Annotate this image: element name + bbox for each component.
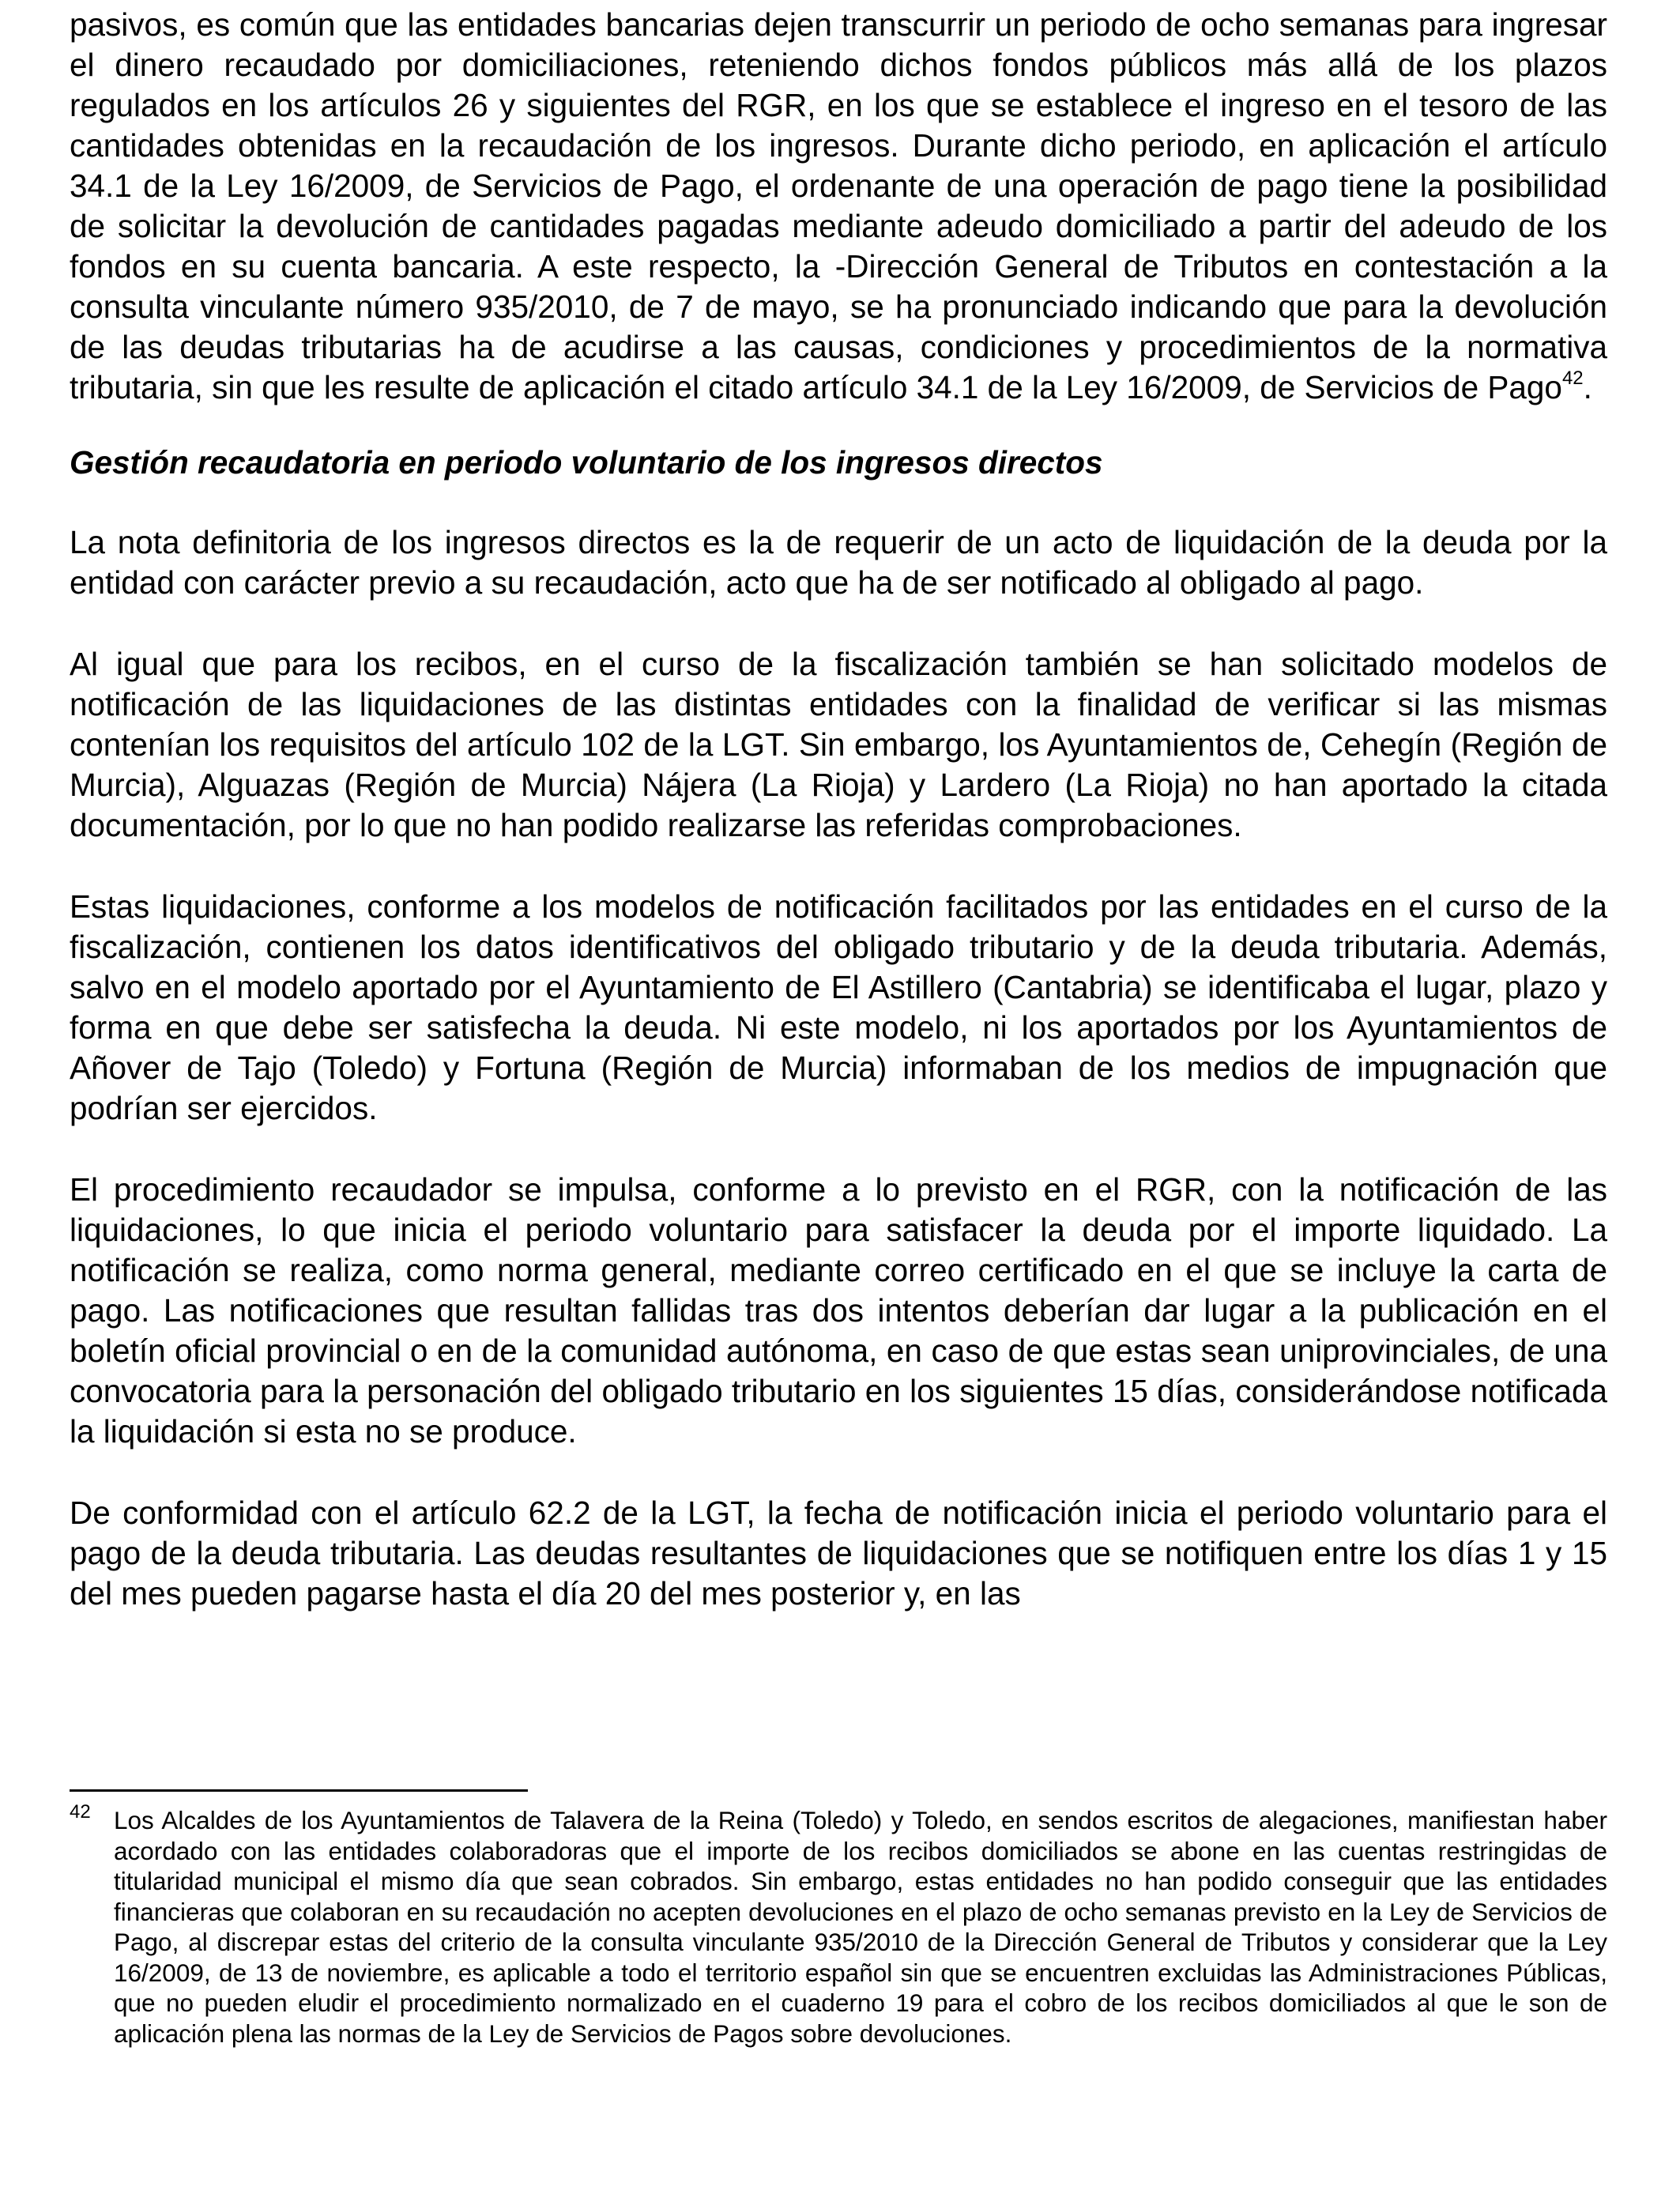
page-body (70, 5, 1607, 1655)
footnote-reference-42[interactable]: 42 (1561, 368, 1584, 389)
paragraph-modelos-notificacion: Al igual que para los recibos, en el curso de la fiscalización también se han solicitado modelos de notificación de las liquidaciones de las distintas entidades con la finalidad de verificar si las mismas contenían los requisitos del artículo 102 de la LGT. Sin embargo, los Ayuntamientos de, Cehegín (Región de Murcia), Alguazas (Región de Murcia) Nájera (La Rioja) y Lardero (La Rioja) no han aportado la citada documentación, por lo que no han podido realizarse las referidas comprobaciones. (70, 646, 1607, 843)
paragraph-liquidaciones: Estas liquidaciones, conforme a los modelos de notificación facilitados por las entidades en el curso de la fiscalización, contienen los datos identificativos del obligado tributario y de la deuda tributaria. Además, salvo en el modelo aportado por el Ayuntamiento de El Astillero (Cantabria) se identificaba el lugar, plazo y forma en que debe ser satisfecha la deuda. Ni este modelo, ni los aportados por los Ayuntamientos de Añover de Tajo (Toledo) y Fortuna (Región de Murcia) informaban de los medios de impugnación que podrían ser ejercidos. (70, 888, 1607, 1126)
footnote-text: Los Alcaldes de los Ayuntamientos de Talavera de la Reina (Toledo) y Toledo, en sendos escritos de alegaciones, manifiestan haber acordado con las entidades colaboradoras que el importe de los recibos domiciliados se abone en las cuentas restringidas de titularidad municipal el mismo día que sean cobrados. Sin embargo, estas entidades no han podido conseguir que las entidades financieras que colaboran en su recaudación no acepten devoluciones en el plazo de ocho semanas previsto en la Ley de Servicios de Pago, al discrepar estas del criterio de la consulta vinculante 935/2010 de la Dirección General de Tributos y considerar que la Ley 16/2009, de 13 de noviembre, es aplicable a todo el territorio español sin que se encuentren excluidas las Administraciones Públicas, que no pueden eludir el procedimiento normalizado en el cuaderno 19 para el cobro de los recibos domiciliados al que le son de aplicación plena las normas de la Ley de Servicios de Pagos sobre devoluciones. (114, 1806, 1607, 2048)
section-heading: Gestión recaudatoria en periodo voluntario de los ingresos directos (70, 444, 1103, 481)
paragraph-end-punctuation: . (1583, 369, 1592, 405)
paragraph-domiciliaciones (70, 5, 1607, 408)
paragraph-text: pasivos, es común que las entidades bancarias dejen transcurrir un periodo de ocho semanas para ingresar el dinero recaudado por domiciliaciones, reteniendo dichos fondos públicos más allá de los plazos regulados en los artículos 26 y siguientes del RGR, en los que se establece el ingreso en el tesoro de las cantidades obtenidas en la recaudación de los ingresos. Durante dicho periodo, en aplicación el artículo 34.1 de la Ley 16/2009, de Servicios de Pago, el ordenante de una operación de pago tiene la posibilidad de solicitar la devolución de cantidades pagadas mediante adeudo domiciliado a partir del adeudo de los fondos en su cuenta bancaria. A este respecto, la -Dirección General de Tributos en contestación a la consulta vinculante número 935/2010, de 7 de mayo, se ha pronunciado indicando que para la devolución de las deudas tributarias ha de acudirse a las causas, condiciones y procedimientos de la normativa tributaria, sin que les resulte de aplicación el citado artículo 34.1 de la Ley 16/2009, de Servicios de Pago (70, 6, 1607, 405)
footnote-separator (70, 1789, 528, 1792)
paragraph-articulo-62: De conformidad con el artículo 62.2 de la LGT, la fecha de notificación inicia el periodo voluntario para el pago de la deuda tributaria. Las deudas resultantes de liquidaciones que se notifiquen entre los días 1 y 15 del mes pueden pagarse hasta el día 20 del mes posterior y, en las (70, 1495, 1607, 1612)
footnote-number: 42 (70, 1801, 91, 1823)
paragraph-ingresos-directos: La nota definitoria de los ingresos directos es la de requerir de un acto de liquidación de la deuda por la entidad con carácter previo a su recaudación, acto que ha de ser notificado al obligado al pago. (70, 524, 1607, 601)
paragraph-procedimiento-recaudador: El procedimiento recaudador se impulsa, conforme a lo previsto en el RGR, con la notificación de las liquidaciones, lo que inicia el periodo voluntario para satisfacer la deuda por el importe liquidado. La notificación se realiza, como norma general, mediante correo certificado en el que se incluye la carta de pago. Las notificaciones que resultan fallidas tras dos intentos deberían dar lugar a la publicación en el boletín oficial provincial o en de la comunidad autónoma, en caso de que estas sean uniprovinciales, de una convocatoria para la personación del obligado tributario en los siguientes 15 días, considerándose notificada la liquidación si esta no se produce. (70, 1171, 1607, 1449)
footnote-42 (70, 1801, 1607, 2049)
